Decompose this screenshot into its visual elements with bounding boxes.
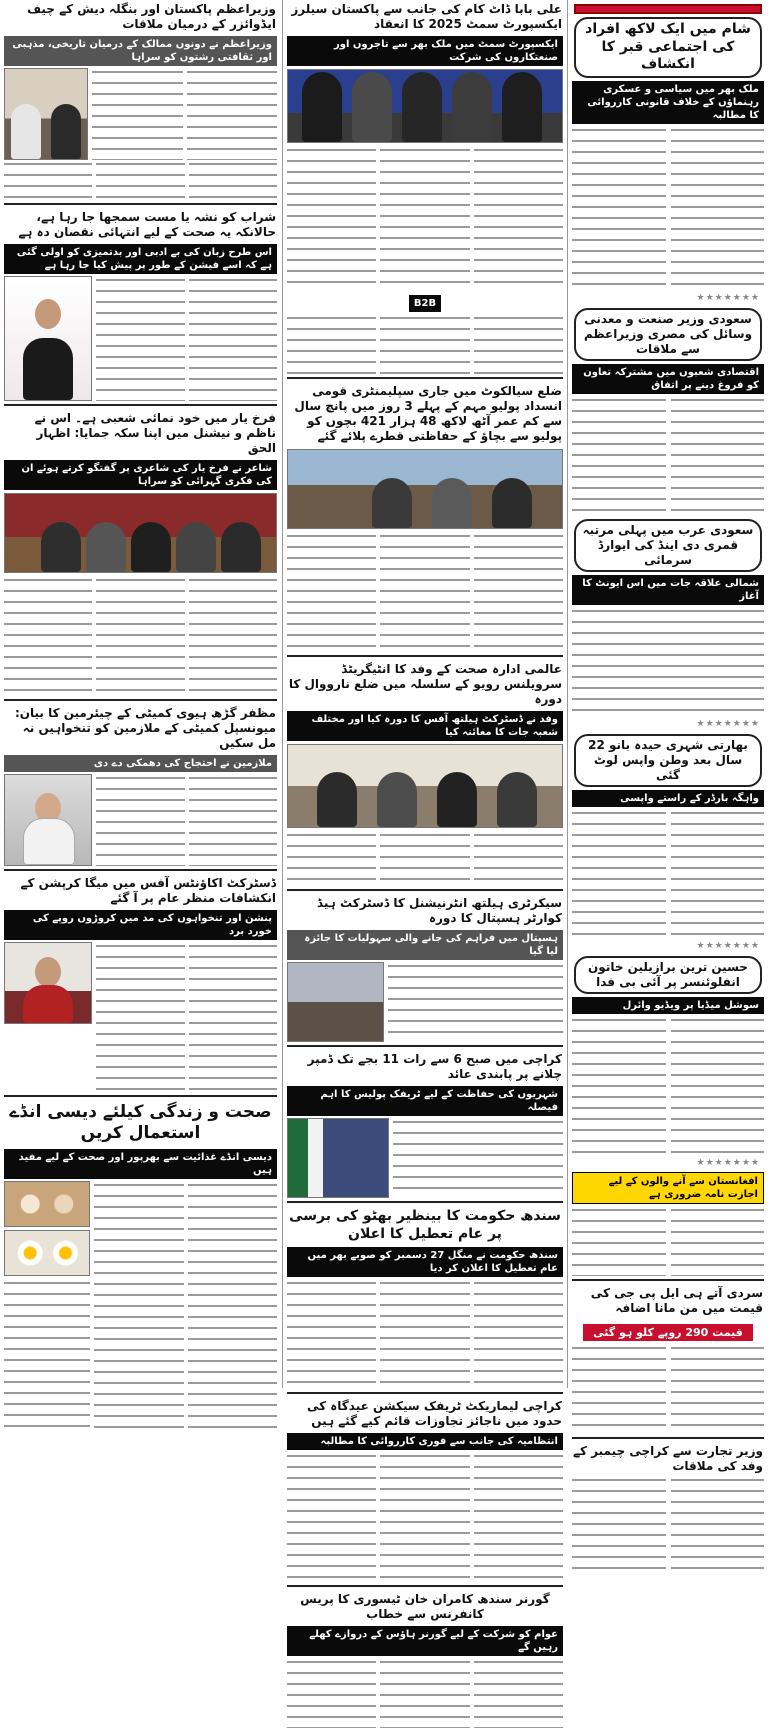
pm-row bbox=[0, 68, 281, 160]
alcohol-row bbox=[0, 276, 281, 401]
divider bbox=[4, 404, 277, 406]
subheadline-governor: عوام کو شرکت کے لیے گورنر ہاؤس کے دروازے کھلے رہیں گے bbox=[287, 1626, 563, 1656]
article-text-municipal-2 bbox=[96, 774, 185, 866]
article-text-who bbox=[283, 831, 567, 886]
headline-encroachment[interactable]: کراچی لیماریکٹ ٹریفک سیکشن عیدگاہ کی حدود میں ناجائز تجاوزات قائم کیے گئے ہیں bbox=[306, 1399, 562, 1428]
headline-governor-sindh[interactable]: گورنر سندھ کامران خان ٹیسوری کا پریس کانفرنس سے خطاب bbox=[300, 1592, 550, 1621]
headline-sindh-holiday[interactable]: سندھ حکومت کا بینظیر بھٹو کی برسی پر عام تعطیل کا اعلان bbox=[289, 1208, 561, 1242]
subheadline-health: ہسپتال میں فراہم کی جانے والی سہولیات کا جائزہ لیا گیا bbox=[287, 930, 563, 960]
subheadline-corruption: پنشن اور تنخواہوں کی مد میں کروڑوں روپے کی خورد برد bbox=[4, 910, 277, 940]
article-text-eggs bbox=[188, 1181, 278, 1431]
divider bbox=[287, 1201, 563, 1203]
photo-polio-meeting bbox=[287, 449, 563, 529]
subheadline-farrukh: شاعر نے فرخ یار کی شاعری پر گفتگو کرتے ہوئے ان کی فکری گہرائی کو سراہا bbox=[4, 460, 277, 490]
headline-desi-eggs[interactable]: صحت و زندگی کیلئے دیسی انڈے استعمال کریں bbox=[9, 1102, 272, 1144]
photo-boiled-eggs bbox=[4, 1230, 90, 1276]
corruption-row bbox=[0, 942, 281, 1092]
divider bbox=[287, 1585, 563, 1587]
headline-municipal[interactable]: مظفر گڑھ ہیوی کمیٹی کے چیئرمین کا بیان: میونسپل کمیٹی کے ملازمین کو تنخواہیں نہ مل سکیں bbox=[14, 706, 276, 750]
headline-dumper-ban[interactable]: کراچی میں صبح 6 سے رات 11 بجے تک ڈمپر چلانے پر پابندی عائد bbox=[307, 1052, 562, 1081]
stars-divider: ★★★★★★★ bbox=[696, 718, 760, 729]
municipal-row bbox=[0, 774, 281, 866]
divider bbox=[287, 1392, 563, 1394]
eggs-row bbox=[0, 1181, 281, 1431]
b2b-tag: B2B bbox=[409, 295, 441, 312]
eggs-photo-stack bbox=[4, 1181, 90, 1431]
subheadline-municipal: ملازمین نے احتجاج کی دھمکی دے دی bbox=[4, 755, 277, 772]
subheadline-indian: واہگہ بارڈر کے راستے واپسی bbox=[572, 790, 764, 807]
article-text-lpg bbox=[568, 1344, 768, 1434]
photo-eggs-basket bbox=[4, 1181, 90, 1227]
article-text-indian bbox=[568, 809, 768, 939]
middle-news-column bbox=[282, 0, 567, 1653]
article-text-holiday bbox=[283, 1279, 567, 1389]
headline-who-visit[interactable]: عالمی ادارہ صحت کے وفد کا انٹیگریٹڈ سرویلنس رویو کے سلسلہ میں ضلع نارووال کا دورہ bbox=[288, 662, 562, 706]
headline-pm-bangladesh[interactable]: وزیراعظم پاکستان اور بنگلہ دیش کے چیف ایڈوائزر کے درمیان ملاقات bbox=[27, 2, 276, 31]
subheadline-eggs: دیسی انڈے غذائیت سے بھرپور اور صحت کے لیے مفید ہیں bbox=[4, 1149, 277, 1179]
article-text-alibaba-2 bbox=[283, 314, 567, 374]
subheadline-award: شمالی علاقہ جات میں اس ایونٹ کا آغاز bbox=[572, 575, 764, 605]
health-row bbox=[283, 962, 567, 1042]
article-text-alcohol-2 bbox=[96, 276, 185, 401]
subheadline-holiday: سندھ حکومت نے منگل 27 دسمبر کو صوبے بھر میں عام تعطیل کا اعلان کر دیا bbox=[287, 1247, 563, 1277]
divider bbox=[572, 1279, 764, 1281]
headline-saudi-award[interactable]: سعودی عرب میں پہلی مرتبہ قمری دی اینڈ کی ایوارڈ سرمائی bbox=[574, 519, 762, 572]
article-text-eggs-2 bbox=[94, 1181, 184, 1431]
headline-syria-grave[interactable]: شام میں ایک لاکھ افراد کی اجتماعی قبر کا انکشاف bbox=[574, 17, 762, 78]
divider bbox=[287, 655, 563, 657]
article-text-polio bbox=[283, 532, 567, 652]
headline-polio-campaign[interactable]: ضلع سیالکوٹ میں جاری سپلیمنٹری قومی انسداد پولیو مہم کے پہلے 3 روز میں پانچ سال سے کم عمر آٹھ لاکھ 48 ہزار 421 بچوں کو پولیو سے بچاؤ کے حفاظتی قطرے پلائے گئے bbox=[294, 384, 562, 443]
headline-commerce-minister[interactable]: وزیر تجارت سے کراچی چیمبر کے وفد کی ملاقات bbox=[573, 1443, 763, 1473]
lpg-price-label: قیمت 290 روپے کلو ہو گئی bbox=[583, 1324, 753, 1341]
article-text-pm-3 bbox=[0, 160, 281, 200]
stars-divider: ★★★★★★★ bbox=[696, 292, 760, 303]
article-text-governor bbox=[283, 1658, 567, 1728]
subheadline-alcohol: اس طرح زبان کی بے ادبی اور بدتمیزی کو اولی گئی ہے کہ اسے فیشن کے طور پر پیش کیا جا رہا ہے bbox=[4, 244, 277, 274]
divider bbox=[287, 889, 563, 891]
article-text-eggs-3 bbox=[4, 1279, 90, 1431]
photo-columnist-woman bbox=[4, 276, 92, 401]
dumper-row bbox=[283, 1118, 567, 1198]
article-text-farrukh bbox=[0, 576, 281, 696]
headline-brazilian[interactable]: حسین ترین برازیلین خاتون انفلوئنسر پر آئی بی فدا bbox=[574, 956, 762, 994]
article-text-award bbox=[568, 607, 768, 717]
subheadline-syria: ملک بھر میں سیاسی و عسکری رہنماؤں کے خلاف قانونی کارروائی کا مطالبہ bbox=[572, 81, 764, 124]
headline-health-secretary[interactable]: سیکرٹری ہیلتھ انٹرنیشنل کا ڈسٹرکٹ ہیڈ کوارٹر ہسپتال کا دورہ bbox=[316, 896, 562, 925]
divider bbox=[572, 1437, 764, 1439]
international-news-column bbox=[567, 0, 768, 1473]
article-text-corruption-2 bbox=[96, 942, 185, 1092]
headline-saudi-minister[interactable]: سعودی وزیر صنعت و معدنی وسائل کی مصری وزیراعظم سے ملاقات bbox=[574, 308, 762, 361]
article-text-health bbox=[388, 962, 563, 1042]
article-text-alibaba bbox=[283, 146, 567, 291]
headline-accounts-corruption[interactable]: ڈسٹرکٹ اکاؤنٹس آفس میں میگا کرپشن کے انکشافات منظر عام پر آ گئے bbox=[20, 876, 276, 905]
article-text-municipal bbox=[189, 774, 278, 866]
stars-divider: ★★★★★★★ bbox=[696, 940, 760, 951]
yellow-notice[interactable]: افغانستان سے آنے والوں کے لیے اجازت نامہ ضروری ہے bbox=[572, 1172, 764, 1204]
article-text-alcohol bbox=[189, 276, 278, 401]
article-text-pm-2 bbox=[92, 68, 183, 160]
article-text-brazilian bbox=[568, 1016, 768, 1156]
subheadline-alibaba: ایکسپورٹ سمٹ میں ملک بھر سے تاجروں اور صنعتکاروں کی شرکت bbox=[287, 36, 563, 66]
photo-who-delegation bbox=[287, 744, 563, 828]
divider bbox=[287, 1045, 563, 1047]
divider bbox=[4, 203, 277, 205]
b2b-tag-row bbox=[283, 291, 567, 314]
headline-lpg-price[interactable]: سردی آتے ہی ایل پی جی کی قیمت میں من مانا اضافہ bbox=[590, 1285, 763, 1315]
article-text-notice bbox=[568, 1206, 768, 1276]
article-text-corruption bbox=[189, 942, 278, 1092]
photo-official-flag bbox=[287, 1118, 389, 1198]
article-text-syria bbox=[568, 126, 768, 291]
photo-literary-event bbox=[4, 493, 277, 573]
photo-elderly-man bbox=[4, 774, 92, 866]
lpg-price-band bbox=[568, 1321, 768, 1341]
subheadline-pm: وزیراعظم نے دونوں ممالک کے درمیان تاریخی، مذہبی اور ثقافتی رشتوں کو سراہا bbox=[4, 36, 277, 66]
masthead bbox=[574, 4, 762, 14]
photo-hospital-visit bbox=[287, 962, 384, 1042]
stars-divider: ★★★★★★★ bbox=[696, 1157, 760, 1168]
subheadline-saudi: اقتصادی شعبوں میں مشترکہ تعاون کو فروغ دینے پر اتفاق bbox=[572, 364, 764, 394]
subheadline-brazilian: سوشل میڈیا پر ویڈیو وائرل bbox=[572, 997, 764, 1014]
headline-alibaba-summit[interactable]: علی بابا ڈاٹ کام کی جانب سے پاکستان سیلرز ایکسپورٹ سمٹ 2025 کا انعقاد bbox=[291, 2, 562, 31]
subheadline-encroachment: انتظامیہ کی جانب سے فوری کارروائی کا مطالبہ bbox=[287, 1433, 563, 1450]
subheadline-who: وفد نے ڈسٹرکٹ ہیلتھ آفس کا دورہ کیا اور مختلف شعبہ جات کا معائنہ کیا bbox=[287, 711, 563, 741]
article-text-dumper bbox=[393, 1118, 563, 1198]
photo-official-portrait bbox=[4, 942, 92, 1024]
headline-farrukh-yar[interactable]: فرخ یار میں خود نمائی شعبی ہے۔ اس نے ناظم و نیشنل میں اپنا سکہ جمایا: اظہار الحق bbox=[34, 411, 276, 455]
article-text-commerce bbox=[568, 1476, 768, 1576]
headline-indian-woman[interactable]: بھارتی شہری حیدہ بانو 22 سال بعد وطن واپس لوٹ گئی bbox=[574, 734, 762, 787]
divider bbox=[4, 1095, 277, 1097]
article-text-encroachment bbox=[283, 1452, 567, 1582]
divider bbox=[4, 699, 277, 701]
divider bbox=[4, 869, 277, 871]
divider bbox=[287, 377, 563, 379]
article-text-saudi bbox=[568, 396, 768, 516]
headline-alcohol[interactable]: شراب کو نشہ یا مست سمجھا جا رہا ہے، حالانکہ یہ صحت کے لیے انتہائی نقصان دہ ہے bbox=[18, 210, 276, 239]
photo-pm-meeting bbox=[4, 68, 88, 160]
photo-summit-group bbox=[287, 69, 563, 143]
subheadline-dumper: شہریوں کی حفاظت کے لیے ٹریفک پولیس کا اہم فیصلہ bbox=[287, 1086, 563, 1116]
left-news-column bbox=[0, 0, 281, 1388]
article-text-pm bbox=[187, 68, 278, 160]
